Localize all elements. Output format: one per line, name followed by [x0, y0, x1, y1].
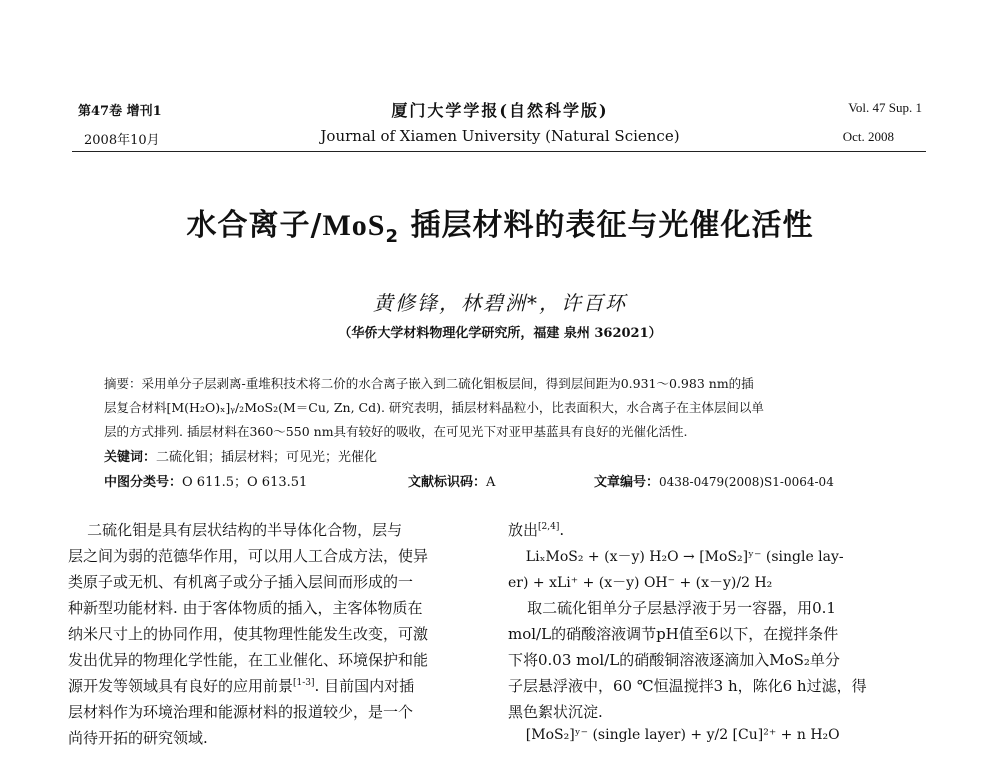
left-line-8: 层材料作为环境治理和能源材料的报道较少，是一个: [68, 703, 414, 721]
left-line-7: [68, 675, 488, 696]
journal-title-en: Journal of Xiamen University (Natural Science): [320, 127, 680, 145]
publication-date-en: Oct. 2008: [842, 129, 894, 144]
left-line-4: 种新型功能材料. 由于客体物质的插入，主客体物质在: [68, 599, 423, 617]
article-number-value: 0438-0479(2008)S1-0064-04: [659, 475, 834, 489]
equation-line-2: er) + xLi⁺ + (x－y) OH⁻ + (x－y)/2 H₂: [508, 575, 773, 591]
publication-date-cn: 2008年10月: [84, 133, 160, 148]
doc-code-label: 文献标识码：: [408, 475, 487, 490]
keywords-label: 关键词：: [104, 450, 157, 465]
right-line-5: mol/L的硝酸溶液调节pH值至6以下，在搅拌条件: [508, 625, 839, 643]
title-suffix: 插层材料的表征与光催化活性: [399, 208, 814, 243]
right-line-8: 黑色絮状沉淀.: [508, 703, 603, 721]
right-line-6: 下将0.03 mol/L的硝酸铜溶液逐滴加入MoS₂单分: [508, 651, 840, 669]
left-line-9: 尚待开拓的研究领域.: [68, 729, 208, 747]
right-line-1-tail: .: [559, 521, 565, 539]
journal-title-cn: 厦门大学学报(自然科学版): [391, 101, 609, 120]
volume-en: Vol. 47 Sup. 1: [848, 100, 922, 115]
paper-title: [0, 200, 1000, 247]
abstract-line-3: 层的方式排列. 插层材料在360～550 nm具有较好的吸收，在可见光下对亚甲基蓝具有良好的光催化活性.: [104, 424, 688, 439]
title-prefix: 水合离子/: [186, 208, 323, 243]
right-line-4: 取二硫化钼单分子层悬浮液于另一容器，用0.1: [508, 599, 836, 617]
left-line-1: 二硫化钼是具有层状结构的半导体化合物，层与: [68, 521, 403, 539]
left-line-2: 层之间为弱的范德华作用，可以用人工合成方法，使异: [68, 547, 429, 565]
document-code: [408, 471, 495, 490]
volume-issue: 第47卷 增刊1: [78, 104, 162, 119]
equation-line-3: [MoS₂]ʸ⁻ (single layer) + y/2 [Cu]²⁺ + n H₂O: [508, 727, 840, 743]
citation-ref-2-4: [2,4]: [538, 522, 560, 532]
article-number-label: 文章编号：: [594, 475, 660, 490]
left-line-3: 类原子或无机、有机离子或分子插入层间而形成的一: [68, 573, 414, 591]
clc-number: [104, 471, 307, 490]
title-subscript: 2: [385, 226, 400, 247]
right-line-1-text: 放出: [508, 521, 539, 539]
article-number: [594, 471, 834, 490]
left-line-7-text: 源开发等领域具有良好的应用前景: [68, 677, 294, 695]
left-line-7-tail: . 目前国内对插: [314, 677, 415, 695]
keywords: [104, 446, 377, 465]
clc-value: O 611.5；O 613.51: [182, 475, 308, 490]
keywords-value: 二硫化钼；插层材料；可见光；光催化: [156, 450, 378, 465]
abstract-line-1: 摘要：采用单分子层剥离-重堆积技术将二价的水合离子嵌入到二硫化钼板层间，得到层间距为0.931～0.983 nm的插: [104, 376, 754, 391]
abstract-line-2: 层复合材料[M(H₂O)ₓ]ᵧ/₂MoS₂(M＝Cu, Zn, Cd). 研究表明，插层材料晶粒小，比表面积大，水合离子在主体层间以单: [104, 400, 764, 415]
citation-ref-1-3: [1-3]: [293, 678, 315, 688]
clc-label: 中图分类号：: [104, 475, 183, 490]
equation-line-1: LiₓMoS₂ + (x－y) H₂O → [MoS₂]ʸ⁻ (single lay-: [508, 549, 844, 565]
authors: 黄修锋，林碧洲*，许百环: [373, 291, 627, 315]
affiliation: （华侨大学材料物理化学研究所，福建 泉州 362021）: [338, 326, 662, 341]
right-line-1: [508, 519, 928, 540]
left-line-5: 纳米尺寸上的协同作用，使其物理性能发生改变，可激: [68, 625, 429, 643]
right-line-7: 子层悬浮液中，60 ℃恒温搅拌3 h，陈化6 h过滤，得: [508, 677, 867, 695]
title-mos: MoS: [322, 209, 386, 242]
header-rule: [72, 151, 926, 152]
left-line-6: 发出优异的物理化学性能，在工业催化、环境保护和能: [68, 651, 429, 669]
doc-code-value: A: [486, 475, 496, 490]
